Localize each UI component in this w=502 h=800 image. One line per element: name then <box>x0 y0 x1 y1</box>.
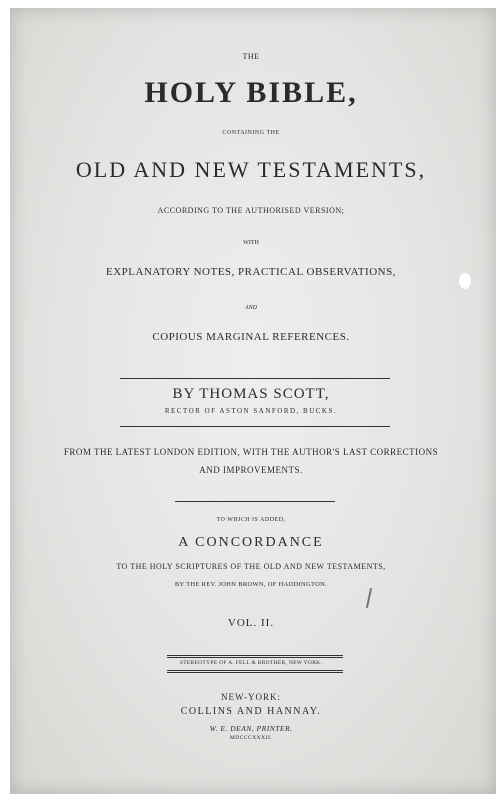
concordance-heading: A CONCORDANCE <box>178 535 324 550</box>
author-title: RECTOR OF ASTON SANFORD, BUCKS. <box>164 407 338 415</box>
concordance-author: BY THE REV. JOHN BROWN, OF HADDINGTON. <box>174 581 328 588</box>
and-label: AND <box>245 305 257 311</box>
printer-line: W. E. DEAN, PRINTER. <box>209 724 293 733</box>
edition-line-1: FROM THE LATEST LONDON EDITION, WITH THE AUTHOR'S LAST CORRECTIONS <box>63 447 439 457</box>
rule-above-added <box>175 501 335 502</box>
concordance-description: TO THE HOLY SCRIPTURES OF THE OLD AND NEW TESTAMENTS, <box>116 562 386 571</box>
author-line: BY THOMAS SCOTT, <box>172 386 330 402</box>
edition-line-2: AND IMPROVEMENTS. <box>199 465 303 475</box>
main-title: HOLY BIBLE, <box>144 76 358 109</box>
added-label: TO WHICH IS ADDED, <box>216 517 286 523</box>
version-line: ACCORDING TO THE AUTHORISED VERSION; <box>157 206 345 215</box>
rule-below-author <box>120 426 390 427</box>
notes-line: EXPLANATORY NOTES, PRACTICAL OBSERVATIONS, <box>106 266 396 278</box>
containing-label: CONTAINING THE <box>222 130 280 136</box>
rule-above-stereotype <box>167 655 343 658</box>
rule-below-stereotype <box>167 670 343 673</box>
with-label: WITH <box>243 240 259 246</box>
references-line: COPIOUS MARGINAL REFERENCES. <box>152 331 350 343</box>
volume-label: VOL. II. <box>227 617 275 629</box>
publisher-line: COLLINS AND HANNAY. <box>180 706 322 717</box>
city-line: NEW-YORK: <box>221 692 281 702</box>
rule-above-author <box>120 378 390 379</box>
year-line: MDCCCXXXII. <box>229 735 273 741</box>
the-label: THE <box>242 52 260 61</box>
testaments-heading: OLD AND NEW TESTAMENTS, <box>75 157 427 182</box>
stereotype-line: STEREOTYPE OF A. FELL & BROTHER, NEW YORK. <box>179 660 323 666</box>
